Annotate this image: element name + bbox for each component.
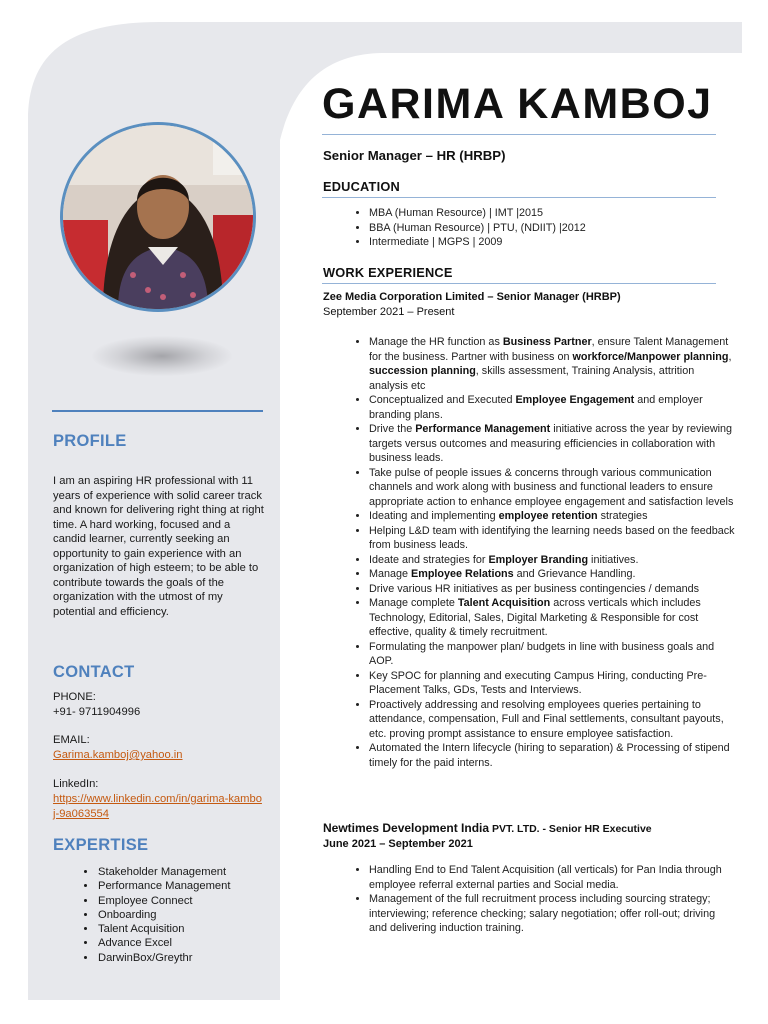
list-item: • BBA (Human Resource) | PTU, (NDIIT) |2012 — [369, 221, 729, 236]
candidate-name: GARIMA KAMBOJ — [322, 80, 713, 128]
list-item: • Employee Connect — [97, 894, 230, 908]
phone-label: PHONE: — [53, 691, 96, 703]
list-item: • Onboarding — [97, 908, 230, 922]
expertise-list — [77, 865, 230, 965]
job-title: Zee Media Corporation Limited – Senior Manager (HRBP) — [323, 291, 621, 303]
candidate-title: Senior Manager – HR (HRBP) — [323, 148, 506, 163]
list-item: • Manage Employee Relations and Grievance Handling. — [369, 567, 735, 582]
profile-photo — [60, 122, 256, 312]
list-item: • Intermediate | MGPS | 2009 — [369, 235, 729, 250]
list-item: • Handling End to End Talent Acquisition (all verticals) for Pan India through employee referral external parties and Social media. — [369, 863, 735, 892]
list-item: • Automated the Intern lifecycle (hiring to separation) & Processing of stipend timely for the paid interns. — [369, 741, 735, 770]
contact-heading: CONTACT — [53, 663, 135, 681]
list-item: • MBA (Human Resource) | IMT |2015 — [369, 206, 729, 221]
job-title: Newtimes Development India PVT. LTD. - Senior HR Executive — [323, 821, 652, 835]
linkedin-link[interactable]: https://www.linkedin.com/in/garima-kamboj-9a063554 — [53, 793, 262, 820]
list-item: • Conceptualized and Executed Employee Engagement and employer branding plans. — [369, 393, 735, 422]
list-item: • Proactively addressing and resolving employees queries pertaining to attendance, compensation, Full and Final settlements, consultant payouts, etc. proving prompt assistance to ensure employee satisfaction. — [369, 698, 735, 742]
list-item: • Advance Excel — [97, 936, 230, 950]
list-item: • Formulating the manpower plan/ budgets in line with business goals and AOP. — [369, 640, 735, 669]
job-dates: September 2021 – Present — [323, 306, 455, 318]
list-item: • Drive various HR initiatives as per business contingencies / demands — [369, 582, 735, 597]
list-item: • Talent Acquisition — [97, 922, 230, 936]
list-item: • Helping L&D team with identifying the learning needs based on the feedback from business leads. — [369, 524, 735, 553]
linkedin-label: LinkedIn: — [53, 778, 99, 790]
profile-text: I am an aspiring HR professional with 11 years of experience with solid career track and known for delivering right thing at right time. A hard working, focused and a candid learner, currently seeking an opportunity to gain experience with an organization of high esteem; to be able to contribute towards the goals of the organization with the utmost of my potential and efficiency. — [53, 475, 264, 618]
photo-shadow — [92, 336, 232, 376]
list-item: • Manage complete Talent Acquisition across verticals which includes Technology, Editorial, Sales, Digital Marketing & Responsible for cost effective, quality & timely recruitment. — [369, 596, 735, 640]
list-item: • Key SPOC for planning and executing Campus Hiring, conducting Pre-Placement Talks, GDs, Tests and Interviews. — [369, 669, 735, 698]
list-item: • DarwinBox/Greythr — [97, 951, 230, 965]
responsibility-list — [349, 863, 735, 936]
list-item: • Drive the Performance Management initiative across the year by reviewing targets versus outcomes and measuring efficiencies in collaboration with business leads. — [369, 422, 735, 466]
list-item: • Take pulse of people issues & concerns through various communication channels and work along with business and functional leaders to ensure appropriate action to enhance employee engagement and satisfaction levels — [369, 466, 735, 510]
expertise-heading: EXPERTISE — [53, 836, 149, 854]
list-item: • Performance Management — [97, 879, 230, 893]
list-item: • Ideating and implementing employee retention strategies — [369, 509, 735, 524]
divider — [322, 283, 716, 284]
email-label: EMAIL: — [53, 734, 90, 746]
work-experience-heading: WORK EXPERIENCE — [323, 265, 453, 280]
job-dates: June 2021 – September 2021 — [323, 838, 473, 850]
list-item: • Management of the full recruitment process including sourcing strategy; interviewing; reference checking; salary negotiation; offer roll-out; driving and delivering induction training. — [369, 892, 735, 936]
list-item: • Stakeholder Management — [97, 865, 230, 879]
divider — [322, 197, 716, 198]
divider — [322, 134, 716, 135]
education-list — [349, 206, 729, 250]
list-item: • Ideate and strategies for Employer Branding initiatives. — [369, 553, 735, 568]
divider — [52, 410, 263, 412]
email-link[interactable]: Garima.kamboj@yahoo.in — [53, 749, 183, 761]
profile-heading: PROFILE — [53, 432, 127, 450]
responsibility-list — [349, 335, 735, 770]
education-heading: EDUCATION — [323, 179, 400, 194]
phone-value: +91- 9711904996 — [53, 706, 141, 718]
list-item: • Manage the HR function as Business Partner, ensure Talent Management for the business. Partner with business on workforce/Manpower planning, succession planning, skills assessment, Training Analysis, attrition analysis etc — [369, 335, 735, 393]
